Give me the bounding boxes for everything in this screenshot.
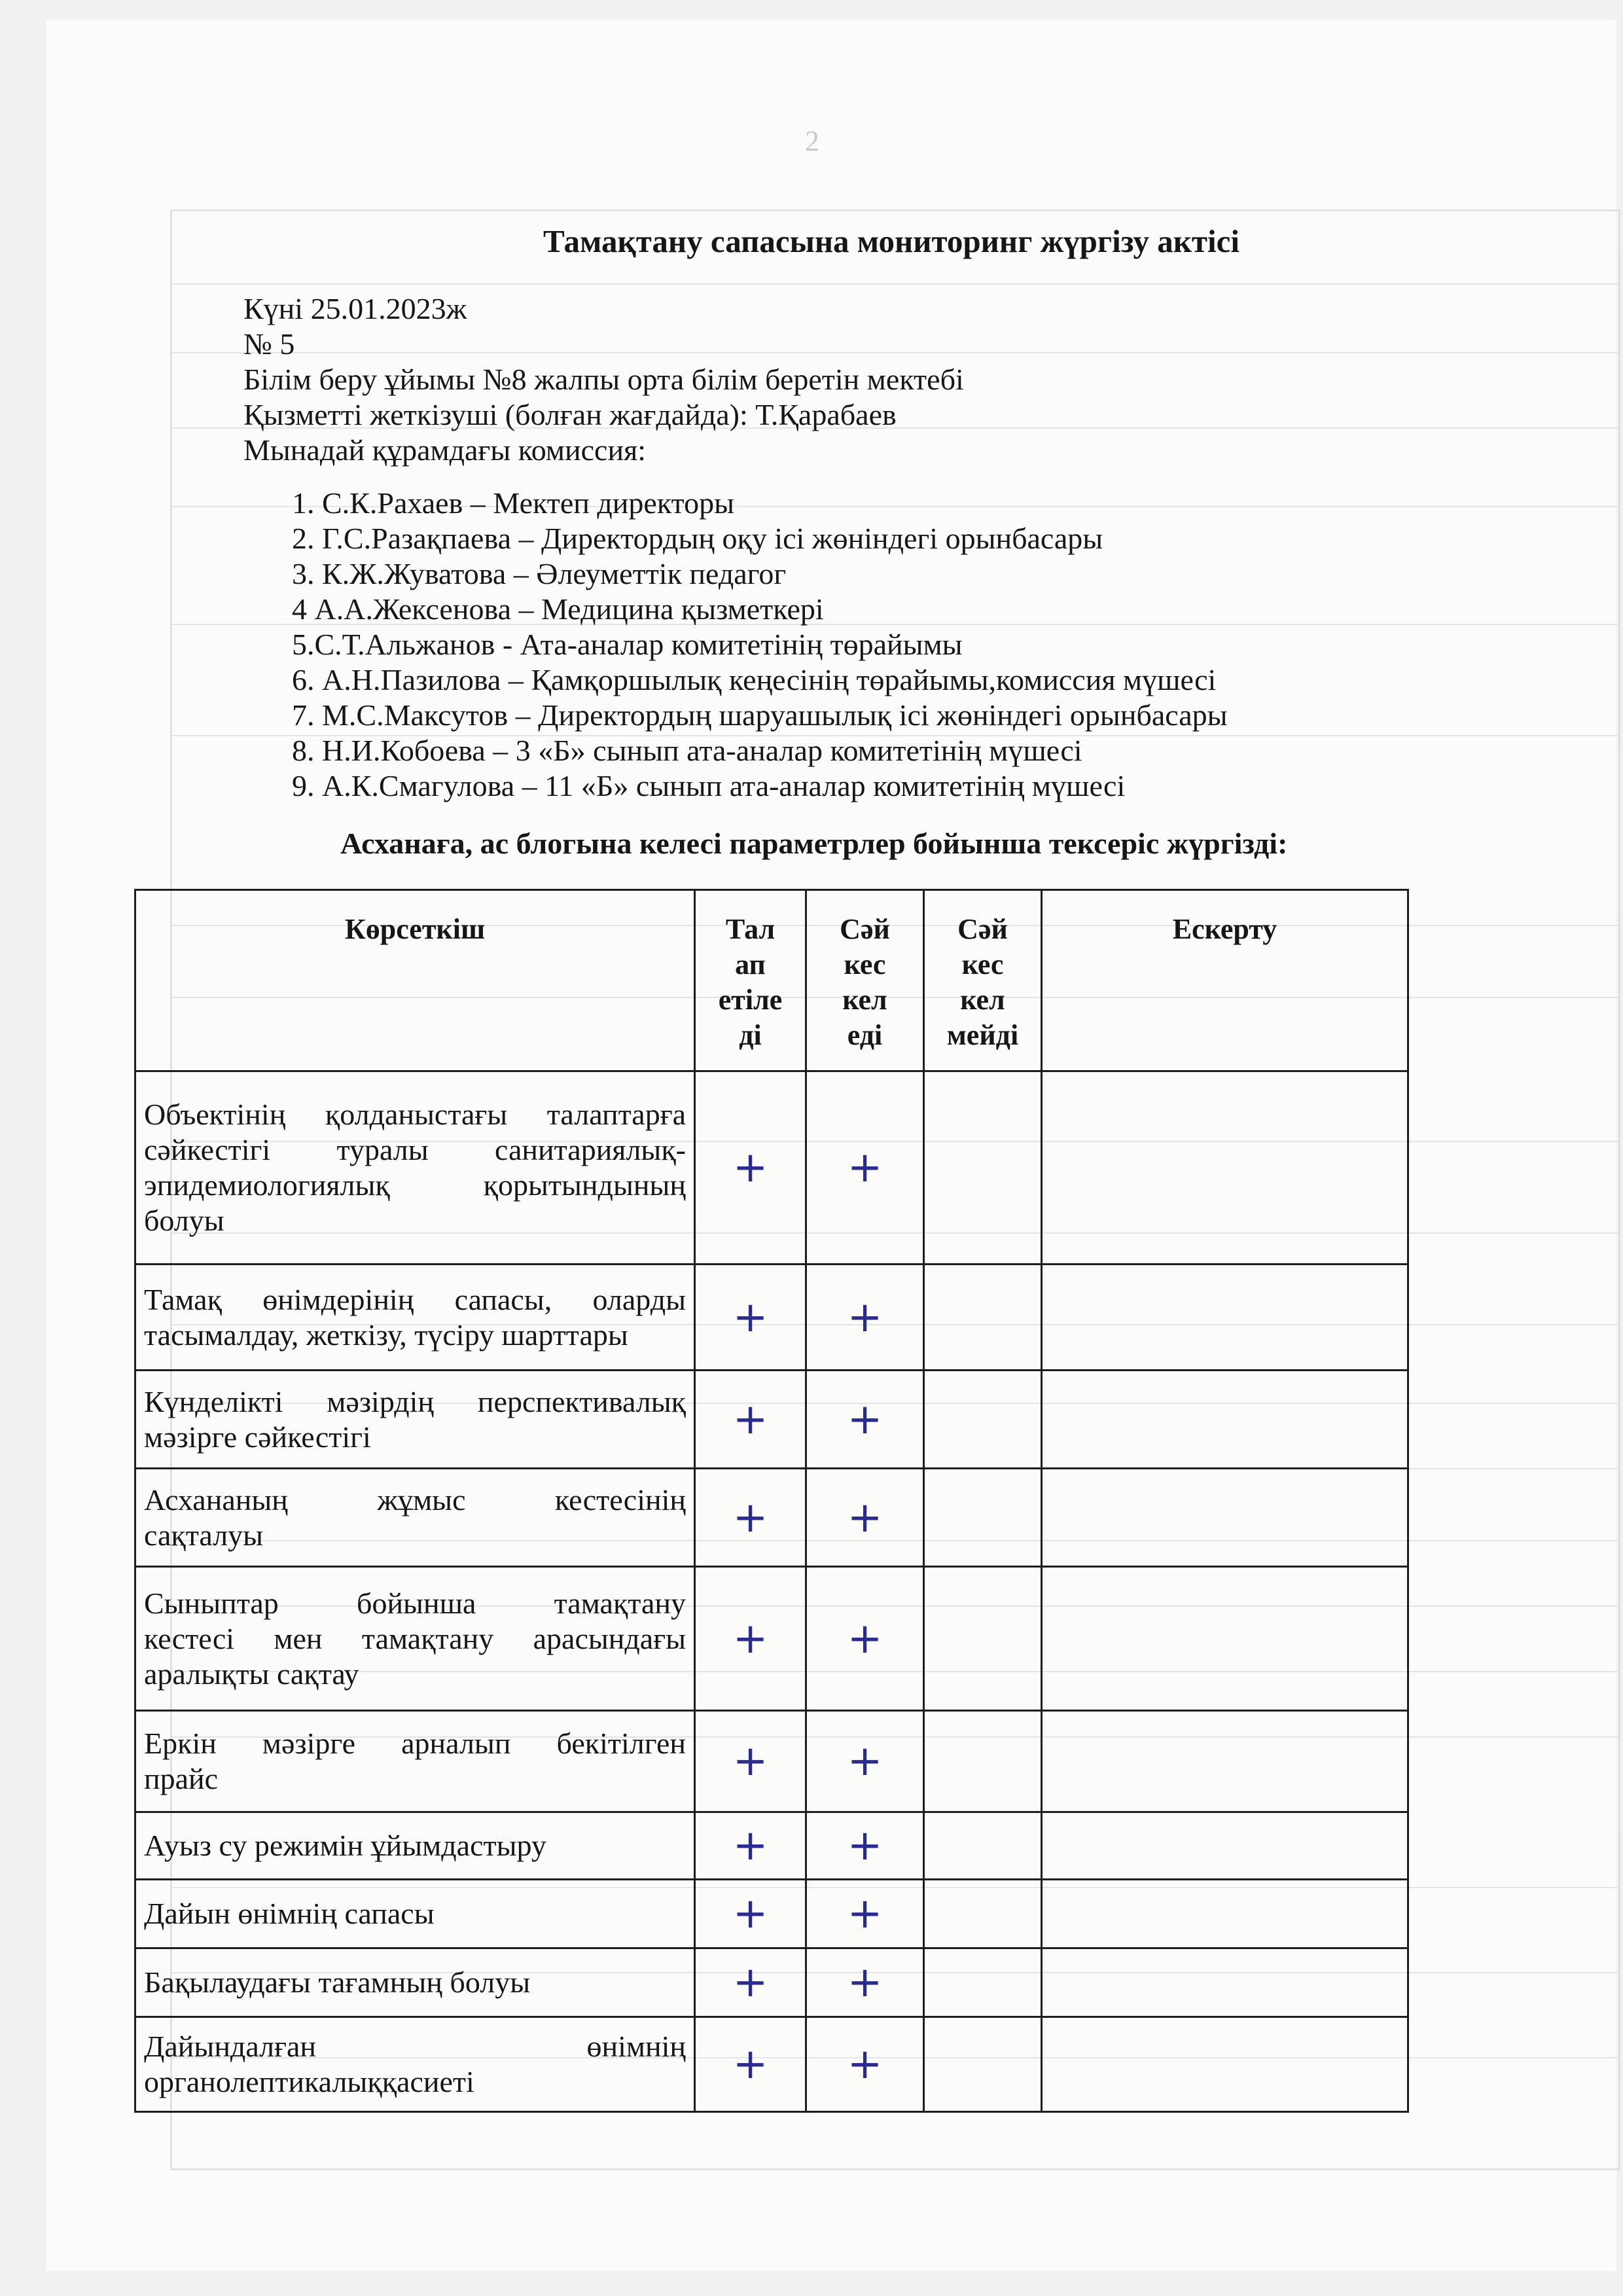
table-row	[135, 1948, 1408, 2017]
not-complies-cell	[924, 1948, 1042, 2017]
not-complies-cell	[924, 1371, 1042, 1469]
header-indicator: Көрсеткіш	[135, 890, 695, 1071]
not-complies-cell	[924, 1567, 1042, 1711]
handwritten-plus-mark: +	[847, 1493, 883, 1542]
complies-cell	[806, 1880, 924, 1948]
commission-member: 8. Н.И.Кобоева – 3 «Б» сынып ата-аналар комитетінің мүшесі	[292, 734, 1082, 767]
handwritten-plus-mark: +	[847, 1614, 883, 1663]
commission-member: 6. А.Н.Пазилова – Қамқоршылық кеңесінің төрайымы,комиссия мүшесі	[292, 663, 1217, 696]
handwritten-plus-mark: +	[847, 1395, 883, 1444]
table-row	[135, 1071, 1408, 1265]
complies-cell	[806, 1265, 924, 1371]
not-complies-cell	[924, 2017, 1042, 2112]
required-cell	[695, 2017, 806, 2112]
inspection-heading: Асханаға, ас блогына келесі параметрлер бойынша тексеріс жүргізді:	[340, 827, 1288, 860]
note-cell	[1042, 1880, 1408, 1948]
header-not-complies: Сәй кес кел мейді	[924, 890, 1042, 1071]
handwritten-plus-mark: +	[847, 1143, 883, 1192]
note-cell	[1042, 2017, 1408, 2112]
commission-member: 7. М.С.Максутов – Директордың шаруашылық ісі жөніндегі орынбасары	[292, 698, 1228, 732]
required-cell	[695, 1948, 806, 2017]
not-complies-cell	[924, 1265, 1042, 1371]
commission-member: 2. Г.С.Разақпаева – Директордың оқу ісі жөніндегі орынбасары	[292, 522, 1103, 555]
supplier-name: Қызметті жеткізуші (болған жағдайда): Т.Қарабаев	[243, 398, 897, 431]
complies-cell	[806, 1812, 924, 1880]
note-cell	[1042, 1711, 1408, 1812]
indicator-cell: Ауыз су режимін ұйымдастыру	[135, 1812, 695, 1880]
handwritten-plus-mark: +	[732, 1293, 768, 1342]
inspection-table	[134, 889, 1409, 2113]
not-complies-cell	[924, 1812, 1042, 1880]
note-cell	[1042, 1265, 1408, 1371]
table-row	[135, 1812, 1408, 1880]
act-number: № 5	[243, 327, 295, 361]
table-row	[135, 1371, 1408, 1469]
header-note: Ескерту	[1042, 890, 1408, 1071]
handwritten-plus-mark: +	[732, 1821, 768, 1870]
indicator-cell: Дайын өнімнің сапасы	[135, 1880, 695, 1948]
note-cell	[1042, 1371, 1408, 1469]
commission-member: 9. А.К.Смагулова – 11 «Б» сынып ата-аналар комитетінің мүшесі	[292, 769, 1126, 802]
not-complies-cell	[924, 1880, 1042, 1948]
table-row	[135, 1711, 1408, 1812]
handwritten-plus-mark: +	[847, 1821, 883, 1870]
note-cell	[1042, 1469, 1408, 1567]
handwritten-plus-mark: +	[847, 1958, 883, 2007]
complies-cell	[806, 1071, 924, 1265]
handwritten-plus-mark: +	[732, 1395, 768, 1444]
required-cell	[695, 1469, 806, 1567]
handwritten-plus-mark: +	[732, 1493, 768, 1542]
complies-cell	[806, 1371, 924, 1469]
indicator-cell: Тамақ өнімдерінің сапасы, оларды тасымалдау, жеткізу, түсіру шарттары	[135, 1265, 695, 1371]
complies-cell	[806, 2017, 924, 2112]
indicator-cell: Бақылаудағы тағамның болуы	[135, 1948, 695, 2017]
note-cell	[1042, 1812, 1408, 1880]
required-cell	[695, 1567, 806, 1711]
complies-cell	[806, 1567, 924, 1711]
indicator-cell: Объектінің қолданыстағы талаптарға сәйкестігі туралы санитариялық- эпидемиологиялық қорытындының болуы	[135, 1071, 695, 1265]
indicator-cell: Күнделікті мәзірдің перспективалық мәзірге сәйкестігі	[135, 1371, 695, 1469]
indicator-cell: Асхананың жұмыс кестесінің сақталуы	[135, 1469, 695, 1567]
handwritten-plus-mark: +	[732, 1614, 768, 1663]
complies-cell	[806, 1469, 924, 1567]
handwritten-plus-mark: +	[732, 1143, 768, 1192]
table-row	[135, 1265, 1408, 1371]
act-date: Күні 25.01.2023ж	[243, 292, 467, 325]
commission-member-list	[292, 486, 1228, 804]
page-number: 2	[805, 125, 819, 157]
table-row	[135, 2017, 1408, 2112]
not-complies-cell	[924, 1071, 1042, 1265]
handwritten-plus-mark: +	[732, 2040, 768, 2089]
complies-cell	[806, 1711, 924, 1812]
indicator-cell: Дайындалған өнімнің органолептикалыққасиеті	[135, 2017, 695, 2112]
commission-member: 1. С.К.Рахаев – Мектеп директоры	[292, 486, 734, 520]
indicator-cell: Сыныптар бойынша тамақтану кестесі мен тамақтану арасындағы аралықты сақтау	[135, 1567, 695, 1711]
table-row	[135, 1880, 1408, 1948]
handwritten-plus-mark: +	[732, 1737, 768, 1785]
not-complies-cell	[924, 1711, 1042, 1812]
table-row	[135, 1469, 1408, 1567]
handwritten-plus-mark: +	[847, 1293, 883, 1342]
commission-member: 5.С.Т.Альжанов - Ата-аналар комитетінің төрайымы	[292, 628, 963, 661]
note-cell	[1042, 1071, 1408, 1265]
act-details	[243, 291, 964, 468]
required-cell	[695, 1071, 806, 1265]
header-required: Тал ап етіле ді	[695, 890, 806, 1071]
handwritten-plus-mark: +	[732, 1890, 768, 1938]
table-header-row	[135, 890, 1408, 1071]
table-row	[135, 1567, 1408, 1711]
document-title: Тамақтану сапасына мониторинг жүргізу актісі	[543, 223, 1240, 259]
handwritten-plus-mark: +	[732, 1958, 768, 2007]
organization-name: Білім беру ұйымы №8 жалпы орта білім беретін мектебі	[243, 363, 964, 396]
required-cell	[695, 1880, 806, 1948]
required-cell	[695, 1265, 806, 1371]
indicator-cell: Еркін мәзірге арналып бекітілген прайс	[135, 1711, 695, 1812]
handwritten-plus-mark: +	[847, 2040, 883, 2089]
header-complies: Сәй кес кел еді	[806, 890, 924, 1071]
required-cell	[695, 1812, 806, 1880]
handwritten-plus-mark: +	[847, 1890, 883, 1938]
commission-intro: Мынадай құрамдағы комиссия:	[243, 433, 647, 467]
note-cell	[1042, 1567, 1408, 1711]
complies-cell	[806, 1948, 924, 2017]
handwritten-plus-mark: +	[847, 1737, 883, 1785]
commission-member: 3. К.Ж.Жуватова – Әлеуметтік педагог	[292, 557, 787, 590]
not-complies-cell	[924, 1469, 1042, 1567]
commission-member: 4 А.А.Жексенова – Медицина қызметкері	[292, 592, 824, 626]
note-cell	[1042, 1948, 1408, 2017]
required-cell	[695, 1711, 806, 1812]
required-cell	[695, 1371, 806, 1469]
